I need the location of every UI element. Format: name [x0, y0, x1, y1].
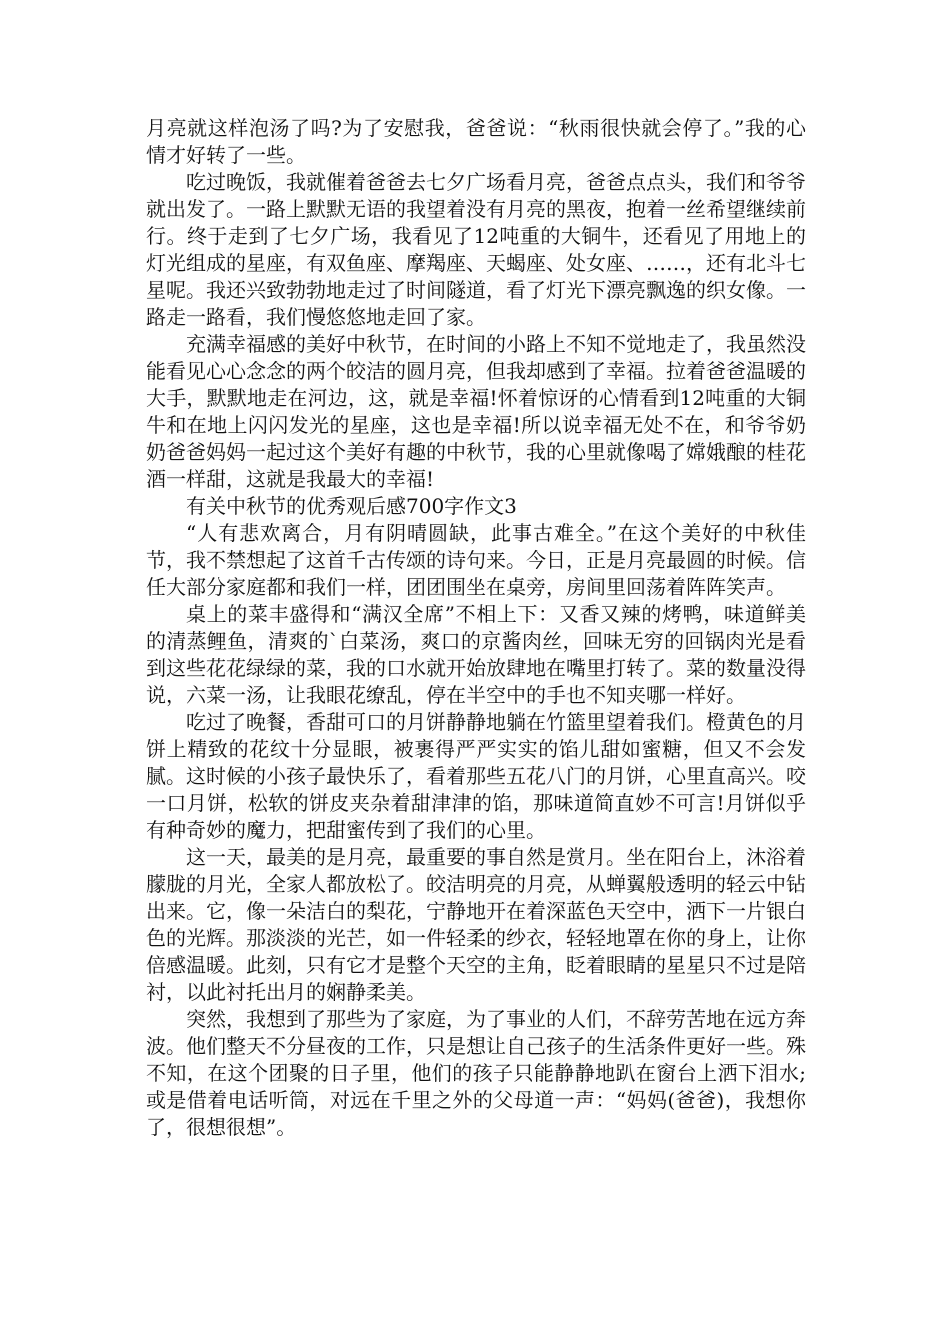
paragraph-poem: “人有悲欢离合，月有阴晴圆缺，此事古难全。”在这个美好的中秋佳节，我不禁想起了这首千古传颂的诗句来。今日，正是月亮最圆的时候。信任大部分家庭都和我们一样，团团围坐在桌旁，房间里回荡着阵阵笑声。 — [146, 521, 806, 599]
paragraph-moon-viewing: 这一天，最美的是月亮，最重要的事自然是赏月。坐在阳台上，沐浴着朦胧的月光，全家人都放松了。皎洁明亮的月亮，从蝉翼般透明的轻云中钻出来。它，像一朵洁白的梨花，宁静地开在着深蓝色天空中，洒下一片银白色的光辉。那淡淡的光芒，如一件轻柔的纱衣，轻轻地罩在你的身上，让你倍感温暖。此刻，只有它才是整个天空的主角，眨着眼睛的星星只不过是陪衬，以此衬托出月的娴静柔美。 — [146, 845, 806, 1004]
paragraph-happiness: 充满幸福感的美好中秋节，在时间的小路上不知不觉地走了，我虽然没能看见心心念念的两个皎洁的圆月亮，但我却感到了幸福。拉着爸爸温暖的大手，默默地走在河边，这，就是幸福!怀着惊讶的心情看到12吨重的大铜牛和在地上闪闪发光的星座，这也是幸福!所以说幸福无处不在，和爷爷奶奶爸爸妈妈一起过这个美好有趣的中秋节，我的心里就像喝了嫦娥酿的桂花酒一样甜，这就是我最大的幸福! — [146, 332, 806, 491]
section-heading: 有关中秋节的优秀观后感700字作文3 — [186, 494, 517, 518]
document-body — [146, 115, 806, 1141]
paragraph-continued: 月亮就这样泡汤了吗?为了安慰我，爸爸说：“秋雨很快就会停了。”我的心情才好转了一些。 — [146, 116, 806, 167]
paragraph-workers: 突然，我想到了那些为了家庭，为了事业的人们，不辞劳苦地在远方奔波。他们整天不分昼夜的工作，只是想让自己孩子的生活条件更好一些。殊不知，在这个团聚的日子里，他们的孩子只能静静地趴在窗台上洒下泪水;或是借着电话听筒，对远在千里之外的父母道一声：“妈妈(爸爸)，我想你了，很想很想”。 — [146, 1007, 806, 1139]
paragraph-dinner: 桌上的菜丰盛得和“满汉全席”不相上下：又香又辣的烤鸭，味道鲜美的清蒸鲤鱼，清爽的`白菜汤，爽口的京酱肉丝，回味无穷的回锅肉光是看到这些花花绿绿的菜，我的口水就开始放肆地在嘴里打转了。菜的数量没得说，六菜一汤，让我眼花缭乱，停在半空中的手也不知夹哪一样好。 — [146, 602, 806, 707]
paragraph-evening-walk: 吃过晚饭，我就催着爸爸去七夕广场看月亮，爸爸点点头，我们和爷爷就出发了。一路上默默无语的我望着没有月亮的黑夜，抱着一丝希望继续前行。终于走到了七夕广场，我看见了12吨重的大铜牛，还看见了用地上的灯光组成的星座，有双鱼座、摩羯座、天蝎座、处女座、……，还有北斗七星呢。我还兴致勃勃地走过了时间隧道，看了灯光下漂亮飘逸的织女像。一路走一路看，我们慢悠悠地走回了家。 — [146, 170, 806, 329]
paragraph-mooncake: 吃过了晚餐，香甜可口的月饼静静地躺在竹篮里望着我们。橙黄色的月饼上精致的花纹十分显眼，被裹得严严实实的馅儿甜如蜜糖，但又不会发腻。这时候的小孩子最快乐了，看着那些五花八门的月饼，心里直高兴。咬一口月饼，松软的饼皮夹杂着甜津津的馅，那味道简直妙不可言!月饼似乎有种奇妙的魔力，把甜蜜传到了我们的心里。 — [146, 710, 806, 842]
